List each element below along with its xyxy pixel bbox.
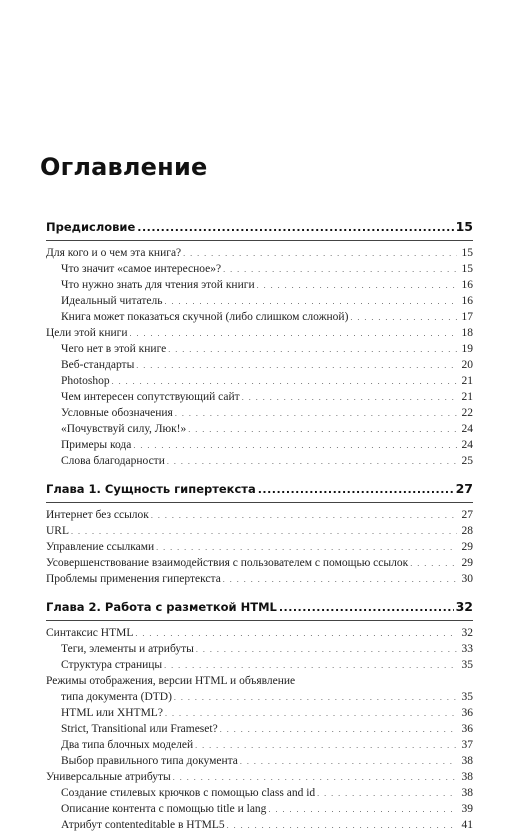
toc-leader-dots bbox=[220, 722, 457, 738]
toc-spacer bbox=[46, 469, 473, 479]
toc-leader-dots bbox=[257, 278, 457, 294]
toc-entry[interactable] bbox=[46, 437, 473, 453]
toc-leader-dots bbox=[173, 770, 457, 786]
toc-entry[interactable] bbox=[46, 357, 473, 373]
toc-entry[interactable] bbox=[46, 245, 473, 261]
toc-entry[interactable] bbox=[46, 405, 473, 421]
toc-page-number: 39 bbox=[461, 803, 473, 815]
toc-entry-title: Описание контента с помощью title и lang bbox=[61, 803, 267, 815]
toc-entry-title: Режимы отображения, версии HTML и объявление bbox=[46, 675, 296, 687]
toc-entry[interactable] bbox=[46, 539, 473, 555]
toc-entry[interactable] bbox=[46, 453, 473, 469]
toc-leader-dots bbox=[174, 690, 457, 706]
toc-leader-dots bbox=[223, 572, 457, 588]
toc-entry[interactable] bbox=[46, 325, 473, 341]
toc-entry-title: Условные обозначения bbox=[61, 407, 173, 419]
toc-divider bbox=[46, 502, 473, 503]
toc-page-number: 25 bbox=[461, 455, 473, 467]
toc-entry-title: URL bbox=[46, 525, 69, 537]
toc-entry[interactable] bbox=[46, 769, 473, 785]
toc-page-number: 28 bbox=[461, 525, 473, 537]
toc-entry[interactable] bbox=[46, 523, 473, 539]
toc-page-number: 35 bbox=[461, 691, 473, 703]
toc-entry-title: Атрибут contenteditable в HTML5 bbox=[61, 819, 225, 831]
toc-entry-title: Проблемы применения гипертекста bbox=[46, 573, 221, 585]
toc-leader-dots bbox=[136, 358, 457, 374]
toc-chapter-title: Глава 1. Сущность гипертекста bbox=[46, 482, 256, 496]
toc-page-number: 22 bbox=[461, 407, 473, 419]
toc-page-number: 38 bbox=[461, 787, 473, 799]
toc-leader-dots bbox=[164, 658, 457, 674]
toc-chapter-1[interactable] bbox=[46, 479, 473, 499]
toc-divider bbox=[46, 620, 473, 621]
toc-leader-dots bbox=[133, 438, 457, 454]
toc-entry[interactable] bbox=[46, 737, 473, 753]
toc-leader-dots bbox=[175, 406, 457, 422]
toc-page-number: 21 bbox=[461, 391, 473, 403]
toc-leader-dots bbox=[167, 454, 457, 470]
toc-leader-dots bbox=[279, 598, 454, 618]
toc-chapter-preface[interactable] bbox=[46, 217, 473, 237]
toc-leader-dots bbox=[410, 556, 457, 572]
toc-chapter2-list bbox=[46, 625, 473, 673]
toc-page-number: 38 bbox=[461, 771, 473, 783]
toc-page-number: 16 bbox=[461, 295, 473, 307]
toc-leader-dots bbox=[242, 390, 457, 406]
toc-entry-title: Примеры кода bbox=[61, 439, 132, 451]
toc-entry-title: Веб-стандарты bbox=[61, 359, 135, 371]
toc-entry-title: Что значит «самое интересное»? bbox=[61, 263, 222, 275]
toc-leader-dots bbox=[168, 342, 457, 358]
toc-entry-title: Управление ссылками bbox=[46, 541, 155, 553]
toc-entry-title: Что нужно знать для чтения этой книги bbox=[61, 279, 255, 291]
toc-leader-dots bbox=[151, 508, 457, 524]
toc-leader-dots bbox=[240, 754, 457, 770]
toc-page-number: 30 bbox=[461, 573, 473, 585]
toc-entry-title: HTML или XHTML? bbox=[61, 707, 163, 719]
toc-page-number: 35 bbox=[461, 659, 473, 671]
toc-page-number: 24 bbox=[461, 423, 473, 435]
toc-entry-title: Универсальные атрибуты bbox=[46, 771, 171, 783]
toc-leader-dots bbox=[137, 218, 453, 238]
toc-page-number: 16 bbox=[461, 279, 473, 291]
toc-page-number: 20 bbox=[461, 359, 473, 371]
toc-leader-dots bbox=[196, 642, 457, 658]
toc-entry-title: Выбор правильного типа документа bbox=[61, 755, 238, 767]
toc-leader-dots bbox=[156, 540, 457, 556]
toc-entry-title: Структура страницы bbox=[61, 659, 163, 671]
toc-leader-dots bbox=[71, 524, 457, 540]
toc-entry-title: Создание стилевых крючков с помощью class and id bbox=[61, 787, 316, 799]
toc-leader-dots bbox=[165, 706, 457, 722]
toc-preface-list bbox=[46, 245, 473, 469]
toc-chapter-2[interactable] bbox=[46, 597, 473, 617]
toc-entry[interactable] bbox=[46, 309, 473, 325]
toc-entry[interactable] bbox=[46, 341, 473, 357]
toc-page-number: 18 bbox=[461, 327, 473, 339]
toc-entry-title: Интернет без ссылок bbox=[46, 509, 149, 521]
toc-entry-title: Идеальный читатель bbox=[61, 295, 163, 307]
toc-spacer bbox=[46, 587, 473, 597]
toc-entry-title: Два типа блочных моделей bbox=[61, 739, 194, 751]
toc-entry-title: Синтаксис HTML bbox=[46, 627, 134, 639]
toc-entry[interactable] bbox=[46, 261, 473, 277]
table-of-contents bbox=[46, 217, 473, 833]
toc-page-number: 24 bbox=[461, 439, 473, 451]
toc-page-number: 29 bbox=[461, 557, 473, 569]
toc-leader-dots bbox=[227, 818, 457, 834]
toc-page-number: 15 bbox=[455, 219, 473, 234]
toc-entry[interactable] bbox=[46, 555, 473, 571]
toc-entry-title: Усовершенствование взаимодействия с пользователем с помощью ссылок bbox=[46, 557, 409, 569]
toc-page-number: 21 bbox=[461, 375, 473, 387]
toc-entry-title: Книга может показаться скучной (либо слишком сложной) bbox=[61, 311, 349, 323]
toc-chapter1-list bbox=[46, 507, 473, 587]
toc-chapter-title: Предисловие bbox=[46, 220, 136, 234]
toc-entry[interactable] bbox=[46, 753, 473, 769]
toc-page-number: 15 bbox=[461, 247, 473, 259]
toc-page-number: 32 bbox=[455, 599, 473, 614]
toc-page-number: 15 bbox=[461, 263, 473, 275]
toc-entry[interactable] bbox=[46, 625, 473, 641]
toc-entry[interactable] bbox=[46, 785, 473, 801]
toc-page-number: 29 bbox=[461, 541, 473, 553]
toc-entry[interactable] bbox=[46, 389, 473, 405]
toc-leader-dots bbox=[268, 802, 457, 818]
toc-divider bbox=[46, 240, 473, 241]
toc-leader-dots bbox=[135, 626, 457, 642]
toc-entry-title: Теги, элементы и атрибуты bbox=[61, 643, 194, 655]
toc-entry-title: Чего нет в этой книге bbox=[61, 343, 167, 355]
toc-entry[interactable] bbox=[46, 421, 473, 437]
toc-page-number: 37 bbox=[461, 739, 473, 751]
toc-entry-title: Strict, Transitional или Frameset? bbox=[61, 723, 218, 735]
toc-entry-title: Чем интересен сопутствующий сайт bbox=[61, 391, 240, 403]
toc-page-number: 33 bbox=[461, 643, 473, 655]
toc-entry[interactable] bbox=[46, 721, 473, 737]
toc-page-number: 19 bbox=[461, 343, 473, 355]
toc-entry[interactable] bbox=[46, 801, 473, 817]
toc-chapter2-list-b bbox=[46, 705, 473, 833]
toc-entry[interactable] bbox=[46, 277, 473, 293]
toc-entry[interactable] bbox=[46, 571, 473, 587]
toc-leader-dots bbox=[258, 480, 454, 500]
toc-leader-dots bbox=[112, 374, 457, 390]
toc-leader-dots bbox=[188, 422, 457, 438]
toc-entry[interactable] bbox=[46, 641, 473, 657]
toc-entry[interactable] bbox=[46, 657, 473, 673]
toc-entry[interactable] bbox=[46, 373, 473, 389]
toc-entry[interactable] bbox=[46, 705, 473, 721]
toc-leader-dots bbox=[183, 246, 457, 262]
toc-page-number: 17 bbox=[461, 311, 473, 323]
toc-entry-title: «Почувствуй силу, Люк!» bbox=[61, 423, 187, 435]
toc-entry-title: типа документа (DTD) bbox=[61, 691, 172, 703]
toc-entry[interactable] bbox=[46, 293, 473, 309]
toc-page-number: 36 bbox=[461, 723, 473, 735]
toc-leader-dots bbox=[195, 738, 457, 754]
toc-entry-title: Для кого и о чем эта книга? bbox=[46, 247, 182, 259]
toc-page-number: 38 bbox=[461, 755, 473, 767]
toc-page-number: 32 bbox=[461, 627, 473, 639]
toc-leader-dots bbox=[165, 294, 457, 310]
toc-entry-title: Photoshop bbox=[61, 375, 110, 387]
toc-page-number: 36 bbox=[461, 707, 473, 719]
toc-page-number: 41 bbox=[461, 819, 473, 831]
toc-entry[interactable] bbox=[46, 817, 473, 833]
toc-entry-title: Слова благодарности bbox=[61, 455, 165, 467]
toc-leader-dots bbox=[130, 326, 457, 342]
toc-entry[interactable] bbox=[46, 507, 473, 523]
toc-leader-dots bbox=[350, 310, 457, 326]
toc-leader-dots bbox=[223, 262, 457, 278]
toc-page-number: 27 bbox=[461, 509, 473, 521]
toc-page-number: 27 bbox=[455, 481, 473, 496]
toc-entry-modes-heading-cont[interactable] bbox=[46, 689, 473, 705]
toc-entry-modes-heading[interactable] bbox=[46, 673, 473, 689]
page-title: Оглавление bbox=[40, 153, 208, 181]
toc-entry-title: Цели этой книги bbox=[46, 327, 128, 339]
toc-chapter-title: Глава 2. Работа с разметкой HTML bbox=[46, 600, 277, 614]
